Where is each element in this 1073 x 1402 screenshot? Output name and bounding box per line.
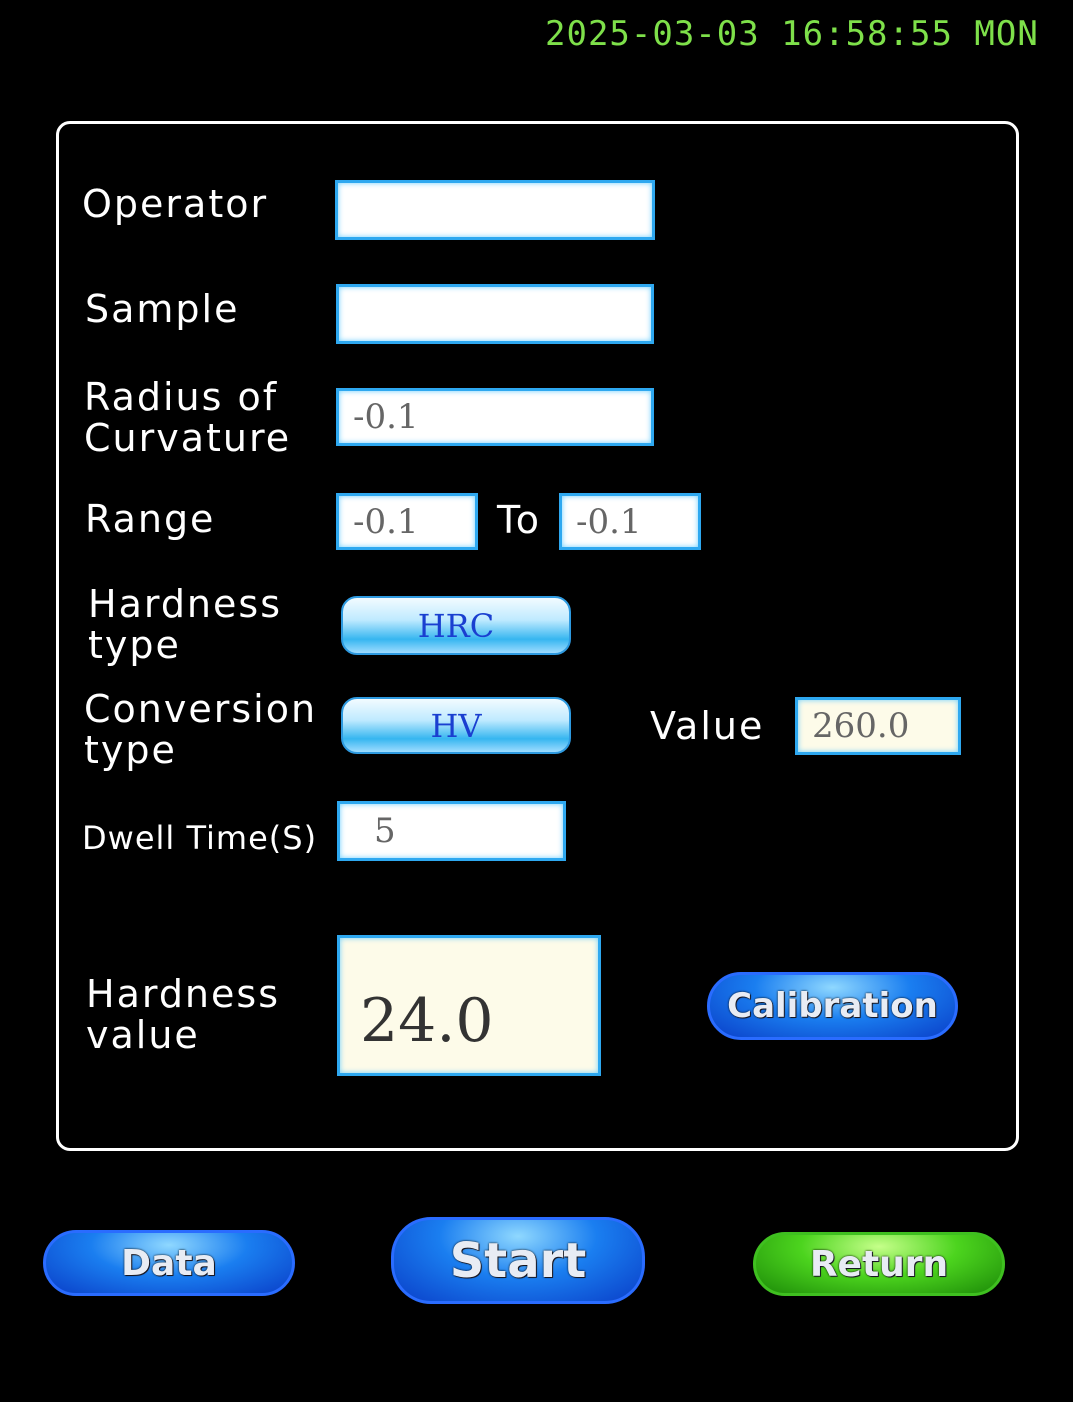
conversion-type-label-line1: Conversion [84,687,318,731]
operator-label: Operator [82,182,269,226]
hardness-type-label-line2: type [88,623,181,667]
dwell-time-field[interactable]: 5 [337,801,566,861]
return-button[interactable]: Return [753,1232,1005,1296]
conversion-value-field[interactable]: 260.0 [795,697,961,755]
conversion-type-label-line2: type [84,728,177,772]
start-button[interactable]: Start [391,1217,645,1304]
datetime-display: 2025-03-03 16:58:55 MON [545,14,1039,54]
data-button[interactable]: Data [43,1230,295,1296]
operator-field[interactable] [335,180,655,240]
conversion-type-button[interactable]: HV [341,697,571,754]
range-to-field[interactable]: -0.1 [559,493,701,550]
range-to-label: To [497,498,542,542]
range-from-field[interactable]: -0.1 [336,493,478,550]
range-label: Range [85,497,216,541]
hardness-value-label-line2: value [86,1013,200,1057]
sample-label: Sample [85,287,240,331]
hardness-type-button[interactable]: HRC [341,596,571,655]
calibration-button[interactable]: Calibration [707,972,958,1040]
conversion-value-label: Value [650,704,765,748]
hardness-type-label-line1: Hardness [88,582,282,626]
dwell-time-label: Dwell Time(S) [82,819,318,857]
hardness-value-display: 24.0 [337,935,601,1076]
radius-field[interactable]: -0.1 [336,388,654,446]
radius-label-line1: Radius of [84,375,279,419]
sample-field[interactable] [336,284,654,344]
hardness-value-label-line1: Hardness [86,972,280,1016]
radius-label-line2: Curvature [84,416,292,460]
